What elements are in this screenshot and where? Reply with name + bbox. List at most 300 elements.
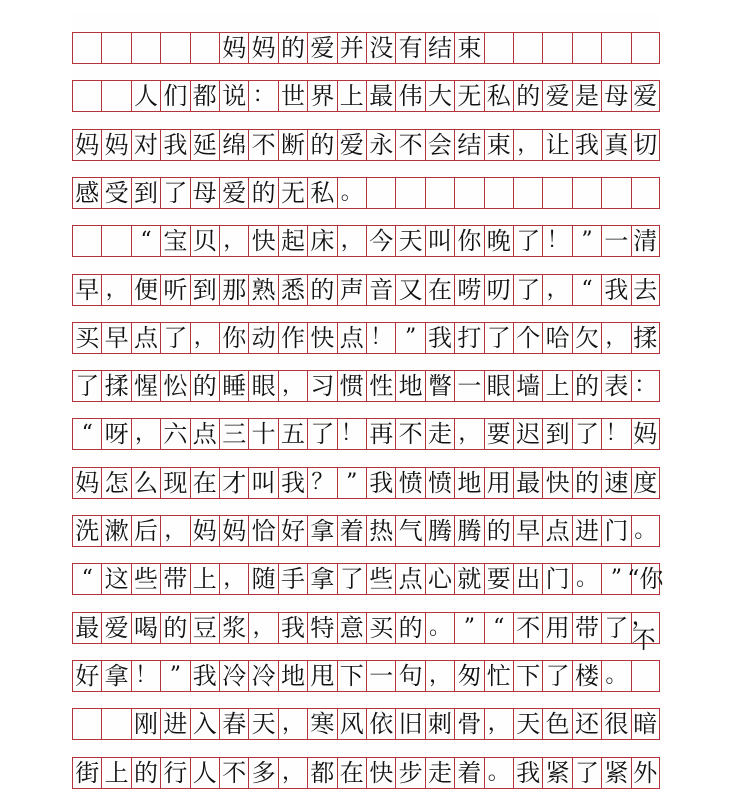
- essay-char: 后: [131, 516, 160, 546]
- essay-char: 上: [337, 81, 366, 111]
- essay-char: ，: [542, 275, 571, 305]
- essay-char: 又: [395, 275, 424, 305]
- manuscript-grid-paper: [72, 12, 664, 792]
- essay-char: 冷: [219, 661, 248, 691]
- essay-char: 多: [248, 758, 277, 788]
- essay-char: ”: [572, 226, 601, 256]
- empty-cell: [601, 178, 630, 208]
- essay-char: 了: [542, 661, 571, 691]
- essay-char: 走: [425, 758, 454, 788]
- essay-char: 听: [160, 275, 189, 305]
- essay-char: 六: [160, 419, 189, 449]
- essay-char: 了: [513, 226, 542, 256]
- title-char: 有: [395, 33, 424, 63]
- essay-char: 入: [190, 709, 219, 739]
- essay-char: 声: [337, 275, 366, 305]
- essay-char: 叨: [484, 275, 513, 305]
- essay-char: 你: [219, 323, 248, 353]
- essay-char: 五: [278, 419, 307, 449]
- essay-char: 对: [131, 130, 160, 160]
- essay-char: 忪: [160, 371, 189, 401]
- essay-char: 走: [425, 419, 454, 449]
- empty-cell: [631, 33, 660, 63]
- essay-char: 才: [219, 468, 248, 498]
- empty-cell: [72, 81, 101, 111]
- essay-char: ！: [366, 323, 395, 353]
- essay-char: 一: [366, 661, 395, 691]
- essay-char: 打: [454, 323, 483, 353]
- essay-char: 要: [484, 419, 513, 449]
- essay-char: 旧: [395, 709, 424, 739]
- essay-row: [72, 515, 660, 547]
- essay-char: 上: [190, 564, 219, 594]
- essay-char: ，: [454, 419, 483, 449]
- essay-char: 色: [542, 709, 571, 739]
- essay-char: 用: [484, 468, 513, 498]
- essay-char: 私: [484, 81, 513, 111]
- essay-char: ，: [219, 226, 248, 256]
- essay-char: 点: [131, 323, 160, 353]
- empty-cell: [513, 33, 542, 63]
- essay-char: 还: [572, 709, 601, 739]
- essay-char: 快: [366, 758, 395, 788]
- essay-char: 早: [72, 275, 101, 305]
- essay-title-row: [72, 32, 660, 64]
- essay-char: 豆: [190, 613, 219, 643]
- essay-char: 母: [190, 178, 219, 208]
- essay-char: 的: [307, 275, 336, 305]
- essay-char: ”: [160, 661, 189, 691]
- essay-char: 的: [248, 178, 277, 208]
- essay-char: ，: [513, 130, 542, 160]
- essay-row: [72, 757, 660, 789]
- essay-char: 爱: [219, 178, 248, 208]
- essay-char: 在: [190, 468, 219, 498]
- essay-char: 我: [601, 275, 630, 305]
- essay-char: ，: [190, 323, 219, 353]
- essay-char: 匆: [454, 661, 483, 691]
- essay-char: 这: [101, 564, 130, 594]
- essay-char: 点: [190, 419, 219, 449]
- essay-char: 上: [101, 758, 130, 788]
- empty-cell: [484, 178, 513, 208]
- essay-char: 冷: [248, 661, 277, 691]
- essay-char: 爱: [542, 81, 571, 111]
- essay-char: 漱: [101, 516, 130, 546]
- essay-char: 随: [248, 564, 277, 594]
- essay-char: 妈: [631, 419, 660, 449]
- essay-char: 门: [542, 564, 571, 594]
- essay-char: 着: [337, 516, 366, 546]
- essay-char: 表: [601, 371, 630, 401]
- essay-char: 说: [219, 81, 248, 111]
- essay-char: 。: [337, 178, 366, 208]
- essay-char: 些: [366, 564, 395, 594]
- empty-cell: [101, 226, 130, 256]
- essay-row: [72, 80, 660, 112]
- essay-char: 受: [101, 178, 130, 208]
- essay-char: 热: [366, 516, 395, 546]
- essay-char: 喝: [131, 613, 160, 643]
- essay-char: ”: [454, 613, 483, 643]
- essay-char: 我: [278, 613, 307, 643]
- essay-char: 永: [366, 130, 395, 160]
- essay-char: 一: [454, 371, 483, 401]
- essay-char: ！: [542, 226, 571, 256]
- essay-char: 母: [601, 81, 630, 111]
- essay-char: 妈: [72, 468, 101, 498]
- essay-char: 我: [513, 758, 542, 788]
- essay-char: 好: [72, 661, 101, 691]
- essay-char: 浆: [219, 613, 248, 643]
- essay-char: 床: [307, 226, 336, 256]
- essay-char: 心: [425, 564, 454, 594]
- title-char: 没: [366, 33, 395, 63]
- essay-char: “: [72, 564, 101, 594]
- essay-char: 清: [631, 226, 660, 256]
- empty-cell: [601, 33, 630, 63]
- essay-char: 欠: [572, 323, 601, 353]
- essay-char: 瞥: [425, 371, 454, 401]
- essay-char: 进: [572, 516, 601, 546]
- empty-cell: [72, 226, 101, 256]
- essay-char: 都: [307, 758, 336, 788]
- essay-char: 最: [72, 613, 101, 643]
- essay-char: 进: [160, 709, 189, 739]
- essay-char: 了: [160, 178, 189, 208]
- empty-cell: [131, 33, 160, 63]
- essay-char: ：: [631, 371, 660, 401]
- essay-char: ，不: [631, 613, 660, 643]
- essay-char: 地: [395, 371, 424, 401]
- essay-char: 妈: [101, 130, 130, 160]
- essay-char: 要: [484, 564, 513, 594]
- empty-cell: [101, 81, 130, 111]
- essay-char: 我: [160, 130, 189, 160]
- essay-char: 无: [278, 178, 307, 208]
- essay-row: [72, 274, 660, 306]
- essay-char: 熟: [248, 275, 277, 305]
- essay-char: 界: [307, 81, 336, 111]
- empty-cell: [631, 661, 660, 691]
- essay-char: 会: [425, 130, 454, 160]
- essay-char: 现: [160, 468, 189, 498]
- essay-char: 们: [160, 81, 189, 111]
- essay-char: 。: [601, 661, 630, 691]
- essay-char: 今: [366, 226, 395, 256]
- essay-char: 迟: [513, 419, 542, 449]
- title-char: 并: [337, 33, 366, 63]
- essay-char: 个: [513, 323, 542, 353]
- essay-char: ，: [278, 758, 307, 788]
- title-char: 妈: [248, 33, 277, 63]
- essay-char: 惺: [131, 371, 160, 401]
- essay-char: ，: [131, 419, 160, 449]
- essay-char: 点: [337, 323, 366, 353]
- essay-char: 么: [131, 468, 160, 498]
- essay-char: ，: [101, 275, 130, 305]
- essay-char: 速: [601, 468, 630, 498]
- essay-char: 。: [572, 564, 601, 594]
- essay-char: ，: [337, 226, 366, 256]
- essay-char: 地: [278, 661, 307, 691]
- essay-char: 点: [542, 516, 571, 546]
- essay-char: 的: [513, 81, 542, 111]
- essay-char: 的: [131, 758, 160, 788]
- essay-char: 步: [395, 758, 424, 788]
- essay-char: ，: [278, 371, 307, 401]
- essay-char: 动: [248, 323, 277, 353]
- empty-cell: [631, 178, 660, 208]
- empty-cell: [72, 33, 101, 63]
- essay-char: 了: [72, 371, 101, 401]
- essay-char: 感: [72, 178, 101, 208]
- empty-cell: [160, 33, 189, 63]
- essay-char: 。: [631, 516, 660, 546]
- essay-char: 紧: [542, 758, 571, 788]
- essay-char: 便: [131, 275, 160, 305]
- essay-char: 了: [572, 758, 601, 788]
- empty-cell: [454, 178, 483, 208]
- essay-char: 不: [219, 758, 248, 788]
- essay-char: 快: [248, 226, 277, 256]
- essay-char: 紧: [601, 758, 630, 788]
- essay-char: 刚: [131, 709, 160, 739]
- essay-char: 无: [454, 81, 483, 111]
- essay-char: 你: [454, 226, 483, 256]
- essay-char: 腾: [454, 516, 483, 546]
- essay-char: 的: [190, 371, 219, 401]
- essay-char: ”: [395, 323, 424, 353]
- essay-char: 不: [395, 419, 424, 449]
- essay-char: 我: [366, 468, 395, 498]
- essay-char: 早: [101, 323, 130, 353]
- essay-char: 叫: [248, 468, 277, 498]
- essay-char: 音: [366, 275, 395, 305]
- title-char: 束: [454, 33, 483, 63]
- essay-char: ，: [484, 709, 513, 739]
- empty-cell: [542, 178, 571, 208]
- essay-char: 的: [160, 613, 189, 643]
- essay-char: 都: [190, 81, 219, 111]
- essay-char: “: [484, 613, 513, 643]
- essay-char: 私: [307, 178, 336, 208]
- essay-char: 真: [601, 130, 630, 160]
- essay-char: 气: [395, 516, 424, 546]
- essay-char: 哈: [542, 323, 571, 353]
- essay-char: 暗: [631, 709, 660, 739]
- essay-char: 作: [278, 323, 307, 353]
- essay-char: 意: [337, 613, 366, 643]
- essay-char: 了: [572, 419, 601, 449]
- essay-char: 绵: [219, 130, 248, 160]
- essay-char: 我: [190, 661, 219, 691]
- essay-char: 着: [454, 758, 483, 788]
- essay-char: ！: [601, 419, 630, 449]
- essay-char: 最: [366, 81, 395, 111]
- title-char: 的: [278, 33, 307, 63]
- essay-char: 墙: [513, 371, 542, 401]
- essay-char: 延: [190, 130, 219, 160]
- essay-char: 风: [337, 709, 366, 739]
- empty-cell: [101, 33, 130, 63]
- essay-char: 了: [484, 323, 513, 353]
- essay-char: 人: [190, 758, 219, 788]
- essay-char: 。: [425, 613, 454, 643]
- essay-char: 出: [513, 564, 542, 594]
- essay-char: 早: [513, 516, 542, 546]
- essay-char: 妈: [190, 516, 219, 546]
- essay-char: 好: [278, 516, 307, 546]
- title-char: 爱: [307, 33, 336, 63]
- essay-char: 习: [307, 371, 336, 401]
- essay-char: 腾: [425, 516, 454, 546]
- essay-char: 不: [513, 613, 542, 643]
- essay-char: 结: [454, 130, 483, 160]
- essay-char: 了: [601, 613, 630, 643]
- essay-row: [72, 177, 660, 209]
- essay-char: 去: [631, 275, 660, 305]
- essay-char: 带: [572, 613, 601, 643]
- essay-char: ，: [160, 516, 189, 546]
- essay-char: 怎: [101, 468, 130, 498]
- empty-cell: [542, 33, 571, 63]
- essay-char: ，: [248, 613, 277, 643]
- essay-char: 断: [278, 130, 307, 160]
- essay-char: 揉: [631, 323, 660, 353]
- essay-char: 悉: [278, 275, 307, 305]
- essay-char: 大: [425, 81, 454, 111]
- empty-cell: [572, 178, 601, 208]
- essay-row: [72, 660, 660, 692]
- essay-char: 贝: [190, 226, 219, 256]
- essay-char: 拿: [307, 516, 336, 546]
- essay-char: 点: [395, 564, 424, 594]
- essay-char: 在: [337, 758, 366, 788]
- essay-char: 骨: [454, 709, 483, 739]
- essay-char: 晚: [484, 226, 513, 256]
- empty-cell: [513, 178, 542, 208]
- essay-char: 愤: [425, 468, 454, 498]
- empty-cell: [484, 33, 513, 63]
- essay-row: [72, 322, 660, 354]
- essay-row: [72, 129, 660, 161]
- essay-char: 快: [542, 468, 571, 498]
- essay-char: 度: [631, 468, 660, 498]
- essay-row: [72, 467, 660, 499]
- essay-char: 的: [395, 613, 424, 643]
- essay-char: 地: [454, 468, 483, 498]
- essay-char: 人: [131, 81, 160, 111]
- essay-char: 妈: [219, 516, 248, 546]
- essay-char: 束: [484, 130, 513, 160]
- essay-char: 很: [601, 709, 630, 739]
- essay-char: “: [131, 226, 160, 256]
- essay-char: 的: [484, 516, 513, 546]
- essay-char: 依: [366, 709, 395, 739]
- essay-char: 上: [542, 371, 571, 401]
- essay-char: ！: [131, 661, 160, 691]
- essay-char: 到: [190, 275, 219, 305]
- title-char: 结: [425, 33, 454, 63]
- essay-char: 爱: [337, 130, 366, 160]
- essay-char: 。: [484, 758, 513, 788]
- essay-char: 了: [160, 323, 189, 353]
- essay-char: 句: [395, 661, 424, 691]
- essay-char: ，: [601, 323, 630, 353]
- essay-row: [72, 418, 660, 450]
- essay-char: 是: [572, 81, 601, 111]
- essay-char: 让: [542, 130, 571, 160]
- essay-char: ，: [278, 709, 307, 739]
- essay-char: 买: [72, 323, 101, 353]
- essay-char: ”: [337, 468, 366, 498]
- essay-char: “: [572, 275, 601, 305]
- essay-char: 我: [425, 323, 454, 353]
- essay-char: 我: [278, 468, 307, 498]
- essay-char: 惯: [337, 371, 366, 401]
- essay-char: 带: [160, 564, 189, 594]
- essay-row: [72, 225, 660, 257]
- empty-cell: [190, 33, 219, 63]
- essay-char: 快: [307, 323, 336, 353]
- essay-char: 再: [366, 419, 395, 449]
- essay-char: ，: [219, 564, 248, 594]
- essay-char: 那: [219, 275, 248, 305]
- essay-char: 行: [160, 758, 189, 788]
- essay-char: 恰: [248, 516, 277, 546]
- essay-char: 外: [631, 758, 660, 788]
- essay-char: 天: [513, 709, 542, 739]
- essay-char: 下: [513, 661, 542, 691]
- essay-row: [72, 601, 660, 654]
- empty-cell: [72, 709, 101, 739]
- essay-char: 拿: [101, 661, 130, 691]
- essay-char: “你: [627, 565, 664, 594]
- essay-char: 不: [395, 130, 424, 160]
- empty-cell: [366, 178, 395, 208]
- essay-char: 手: [278, 564, 307, 594]
- essay-char: 楼: [572, 661, 601, 691]
- essay-char: 最: [513, 468, 542, 498]
- empty-cell: [572, 33, 601, 63]
- essay-char: 眼: [248, 371, 277, 401]
- essay-char: 春: [219, 709, 248, 739]
- essay-char: 性: [366, 371, 395, 401]
- essay-char: 一: [601, 226, 630, 256]
- essay-char: 街: [72, 758, 101, 788]
- essay-char: 特: [307, 613, 336, 643]
- essay-char: ！: [337, 419, 366, 449]
- essay-char: ：: [248, 81, 277, 111]
- essay-char: 宝: [160, 226, 189, 256]
- essay-char: 的: [307, 130, 336, 160]
- essay-char: 唠: [454, 275, 483, 305]
- essay-char: ”: [601, 564, 630, 594]
- essay-char: 买: [366, 613, 395, 643]
- essay-row: [72, 563, 664, 595]
- essay-char: 妈: [72, 130, 101, 160]
- essay-char: 天: [248, 709, 277, 739]
- essay-char: 世: [278, 81, 307, 111]
- essay-char: 下: [337, 661, 366, 691]
- essay-char: 用: [542, 613, 571, 643]
- essay-char: 了: [337, 564, 366, 594]
- essay-char: 爱: [101, 613, 130, 643]
- essay-char: 起: [278, 226, 307, 256]
- essay-char: 拿: [307, 564, 336, 594]
- essay-char: 不: [248, 130, 277, 160]
